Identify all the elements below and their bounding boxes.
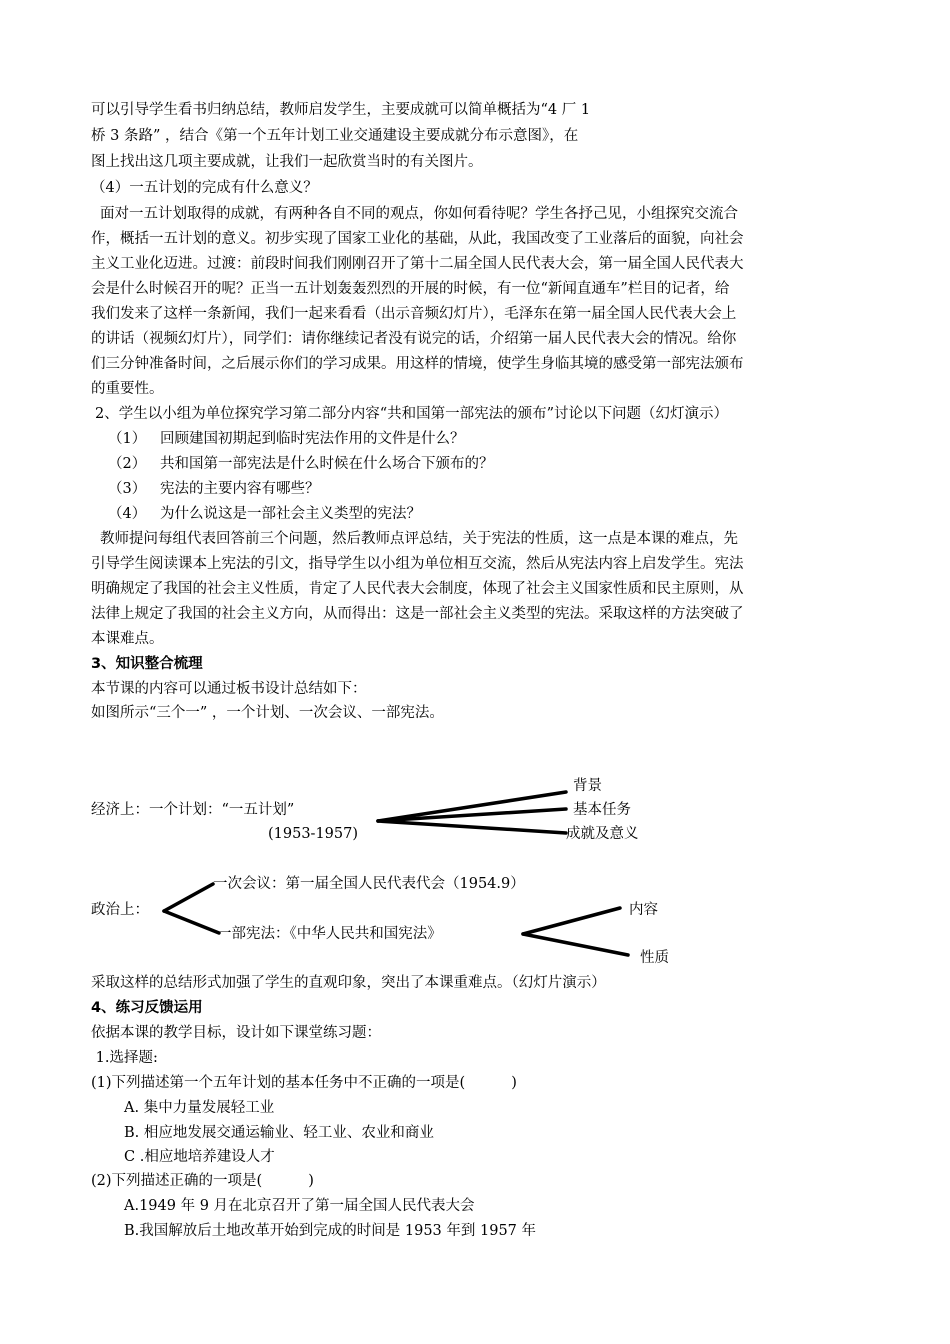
diagram-econ-years: (1953-1957) [268, 826, 359, 842]
paragraph-line: 依据本课的教学目标，设计如下课堂练习题： [91, 1025, 381, 1041]
exercise-option: A. 集中力量发展轻工业 [124, 1100, 275, 1116]
branch-line [164, 884, 213, 911]
paragraph-line: 面对一五计划取得的成就，有两种各自不同的观点，你如何看待呢？学生各抒己见，小组探究交流合 [100, 206, 738, 222]
paragraph-line: 引导学生阅读课本上宪法的引文，指导学生以小组为单位相互交流，然后从宪法内容上启发学生。宪法 [91, 556, 744, 572]
branch-line [523, 934, 628, 955]
diagram-branch-label: 性质 [640, 950, 669, 966]
section-heading: 3、知识整合梳理 [91, 656, 203, 672]
exercise-question: (1)下列描述第一个五年计划的基本任务中不正确的一项是( ) [91, 1075, 517, 1091]
branch-line [523, 908, 620, 934]
diagram-branch-label: 背景 [573, 778, 602, 794]
paragraph-line: 我们发来了这样一条新闻，我们一起来看看（出示音频幻灯片），毛泽东在第一届全国人民代表大会上 [91, 306, 737, 322]
question-number: （1） [108, 431, 147, 447]
paragraph-line: 的讲话（视频幻灯片），同学们：请你继续记者没有说完的话，介绍第一届人民代表大会的情况。给你 [91, 331, 737, 347]
branch-line [164, 911, 219, 933]
exercise-option: B.我国解放后土地改革开始到完成的时间是 1953 年到 1957 年 [124, 1223, 537, 1239]
question-text: 宪法的主要内容有哪些？ [160, 481, 320, 497]
exercise-option: B. 相应地发展交通运输业、轻工业、农业和商业 [124, 1125, 434, 1141]
diagram-branch-label: 内容 [629, 902, 658, 918]
paragraph-line: 如图所示“三个一” ，一个计划、一次会议、一部宪法。 [91, 705, 444, 721]
branch-line [378, 821, 566, 833]
intro-line: 图上找出这几项主要成就，让我们一起欣赏当时的有关图片。 [91, 154, 483, 170]
paragraph-line: 法律上规定了我国的社会主义方向，从而得出：这是一部社会主义类型的宪法。采取这样的方法突破了 [91, 606, 744, 622]
paragraph-line: 作，概括一五计划的意义。初步实现了国家工业化的基础，从此，我国改变了工业落后的面貌，向社会 [91, 231, 744, 247]
paragraph-line: 采取这样的总结形式加强了学生的直观印象，突出了本课重难点。（幻灯片演示） [91, 975, 606, 991]
paragraph-line: 明确规定了我国的社会主义性质，肯定了人民代表大会制度，体现了社会主义国家性质和民主原则，从 [91, 581, 744, 597]
paragraph-line: 的重要性。 [91, 381, 164, 397]
diagram-pol-label: 政治上： [91, 902, 149, 918]
intro-line: 可以引导学生看书归纳总结，教师启发学生，主要成就可以简单概括为“4 厂 1 [91, 102, 591, 118]
exercise-question: (2)下列描述正确的一项是( ) [91, 1173, 314, 1189]
section-heading: 4、练习反馈运用 [91, 1000, 203, 1016]
section-item-2: 2、学生以小组为单位探究学习第二部分内容“共和国第一部宪法的颁布”讨论以下问题（幻灯演示） [95, 406, 729, 422]
diagram-constitution: 一部宪法：《中华人民共和国宪法》 [217, 926, 442, 942]
question-text: 共和国第一部宪法是什么时候在什么场合下颁布的？ [160, 456, 494, 472]
question-text: 回顾建国初期起到临时宪法作用的文件是什么？ [160, 431, 465, 447]
diagram-meeting: 一次会议：第一届全国人民代表代会（1954.9） [213, 876, 525, 892]
diagram-branch-label: 成就及意义 [566, 826, 639, 842]
paragraph-line: 们三分钟准备时间，之后展示你们的学习成果。用这样的情境，使学生身临其境的感受第一部宪法颁布 [91, 356, 744, 372]
question-number: （4） [108, 506, 147, 522]
intro-line: 桥 3 条路” ，结合《第一个五年计划工业交通建设主要成就分布示意图》，在 [91, 128, 579, 144]
diagram-branch-label: 基本任务 [573, 802, 631, 818]
paragraph-line: 会是什么时候召开的呢？正当一五计划轰轰烈烈的开展的时候，有一位“新闻直通车”栏目的记者，给 [91, 281, 730, 297]
question-heading: （4）一五计划的完成有什么意义？ [91, 180, 318, 196]
question-number: （2） [108, 456, 147, 472]
paragraph-line: 主义工业化迈进。过渡：前段时间我们刚刚召开了第十二届全国人民代表大会，第一届全国人民代表大 [91, 256, 744, 272]
question-text: 为什么说这是一部社会主义类型的宪法？ [160, 506, 421, 522]
paragraph-line: 本课难点。 [91, 631, 164, 647]
paragraph-line: 本节课的内容可以通过板书设计总结如下： [91, 681, 367, 697]
exercise-option: C .相应地培养建设人才 [124, 1149, 275, 1165]
diagram-econ-label: 经济上：一个计划：“一五计划” [91, 802, 295, 818]
question-number: （3） [108, 481, 147, 497]
paragraph-line: 教师提问每组代表回答前三个问题，然后教师点评总结，关于宪法的性质，这一点是本课的难点，先 [100, 531, 738, 547]
exercise-title: 1.选择题: [91, 1050, 158, 1066]
exercise-option: A.1949 年 9 月在北京召开了第一届全国人民代表大会 [124, 1198, 475, 1214]
